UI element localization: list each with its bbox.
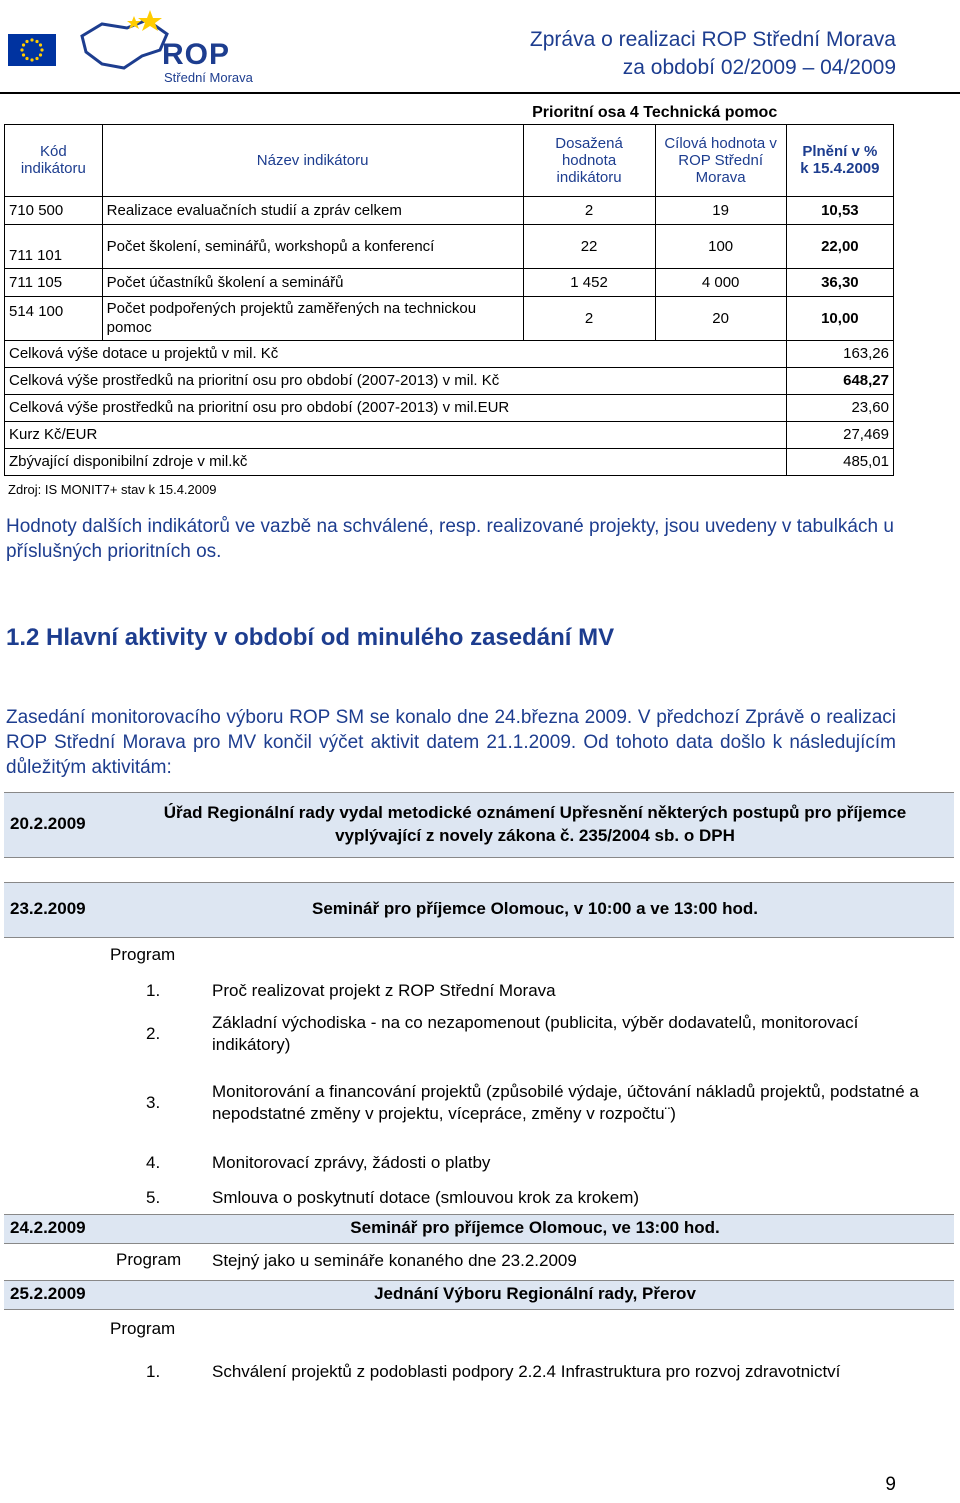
table-row [5, 224, 894, 268]
program-item-text: Základní východiska - na co nezapomenout (publicita, výběr dodavatelů, monitorovací indikátory) [212, 1013, 859, 1054]
program-item-num: 5. [146, 1188, 161, 1207]
eu-flag-icon [8, 34, 56, 66]
table-row [5, 296, 894, 340]
summary-label: Celková výše prostředků na prioritní osu pro období (2007-2013) v mil. Kč [5, 367, 787, 394]
activity-title: Seminář pro příjemce Olomouc, ve 13:00 hod. [350, 1218, 720, 1237]
table-row [5, 196, 894, 224]
program-item-num: 3. [146, 1093, 161, 1112]
logo-main: ROP [162, 38, 231, 71]
row-code: 710 500 [5, 196, 103, 224]
program-text: Stejný jako u semináře konaného dne 23.2.2009 [212, 1251, 577, 1270]
summary-value: 648,27 [786, 367, 893, 394]
col-fulfil-b: k 15.4.2009 [800, 160, 880, 177]
row-code: 711 101 [5, 224, 103, 268]
summary-row [5, 367, 894, 394]
row-pct: 36,30 [786, 268, 893, 296]
summary-row [5, 421, 894, 448]
report-period: za období 02/2009 – 04/2009 [622, 56, 896, 79]
activity-title: Jednání Výboru Regionální rady, Přerov [374, 1284, 696, 1303]
col-code-header: Kód indikátoru [5, 124, 103, 196]
section-heading: 1.2 Hlavní aktivity v období od minulého zasedání MV [6, 624, 615, 651]
row-achieved: 2 [523, 296, 655, 340]
activity-date: 25.2.2009 [10, 1284, 86, 1303]
activity-title: Seminář pro příjemce Olomouc, v 10:00 a ve 13:00 hod. [312, 899, 758, 918]
header-divider [0, 92, 960, 94]
row-name: Realizace evaluačních studií a zpráv celkem [102, 196, 523, 224]
summary-value: 485,01 [786, 448, 893, 475]
col-fulfil-header [786, 124, 893, 196]
row-achieved: 1 452 [523, 268, 655, 296]
program-item-text: Smlouva o poskytnutí dotace (smlouvou krok za krokem) [212, 1188, 640, 1207]
row-achieved: 2 [523, 196, 655, 224]
program-item-num: 2. [146, 1024, 161, 1043]
summary-label: Celková výše dotace u projektů v mil. Kč [5, 340, 787, 367]
activity-date: 23.2.2009 [10, 899, 86, 918]
row-pct: 22,00 [786, 224, 893, 268]
summary-row [5, 394, 894, 421]
row-code: 711 105 [5, 268, 103, 296]
row-code: 514 100 [5, 296, 103, 340]
row-target: 100 [655, 224, 786, 268]
col-achieved-header: Dosažená hodnota indikátoru [523, 124, 655, 196]
activity-date: 20.2.2009 [10, 814, 86, 833]
row-target: 20 [655, 296, 786, 340]
col-fulfil-a: Plnění v % [802, 143, 878, 160]
summary-label: Celková výše prostředků na prioritní osu pro období (2007-2013) v mil.EUR [5, 394, 787, 421]
program-label: Program [116, 1250, 182, 1269]
summary-row [5, 340, 894, 367]
program-item-text: Proč realizovat projekt z ROP Střední Morava [212, 981, 556, 1000]
rop-map-logo-icon [72, 6, 172, 91]
row-pct: 10,00 [786, 296, 893, 340]
col-target-header: Cílová hodnota v ROP Střední Morava [655, 124, 786, 196]
table-row [5, 268, 894, 296]
row-achieved: 22 [523, 224, 655, 268]
row-target: 4 000 [655, 268, 786, 296]
program-item-num: 4. [146, 1153, 161, 1172]
row-pct: 10,53 [786, 196, 893, 224]
summary-value: 23,60 [786, 394, 893, 421]
program-item-text: Schválení projektů z podoblasti podpory 2.2.4 Infrastruktura pro rozvoj zdravotnictví [212, 1362, 841, 1381]
summary-label: Kurz Kč/EUR [5, 421, 787, 448]
summary-value: 27,469 [786, 421, 893, 448]
summary-row [5, 448, 894, 475]
activity-date: 24.2.2009 [10, 1218, 86, 1237]
table-source: Zdroj: IS MONIT7+ stav k 15.4.2009 [8, 482, 217, 497]
program-label: Program [110, 945, 176, 964]
logo-sub: Střední Morava [164, 70, 253, 85]
row-name: Počet školení, seminářů, workshopů a konferencí [102, 224, 523, 268]
report-title: Zpráva o realizaci ROP Střední Morava [529, 28, 896, 51]
intro-paragraph: Zasedání monitorovacího výboru ROP SM se konalo dne 24.března 2009. V předchozí Zprávě o realizaci ROP Střední Morava pro MV končil výčet aktivit datem 21.1.2009. Od tohoto data došlo k následujícím důležitým aktivitám: [6, 707, 896, 778]
program-item-num: 1. [146, 1362, 161, 1381]
row-name: Počet podpořených projektů zaměřených na technickou pomoc [102, 296, 523, 340]
program-item-num: 1. [146, 981, 161, 1000]
activity-title: Úřad Regionální rady vydal metodické oznámení Upřesnění některých postupů pro příjemce vyplývající z novely zákona č. 235/2004 sb. o DPH [163, 803, 907, 845]
section-title: Prioritní osa 4 Technická pomoc [532, 103, 778, 121]
col-name-header: Název indikátoru [102, 124, 523, 196]
indicator-table [4, 102, 894, 476]
indicator-note: Hodnoty dalších indikátorů ve vazbě na schválené, resp. realizované projekty, jsou uvedeny v tabulkách u příslušných prioritních os. [6, 516, 894, 562]
summary-value: 163,26 [786, 340, 893, 367]
program-item-text: Monitorovací zprávy, žádosti o platby [212, 1153, 491, 1172]
program-label: Program [110, 1319, 176, 1338]
program-item-text: Monitorování a financování projektů (způsobilé výdaje, účtování nákladů projektů, podstatné a nepodstatné změny v projektu, vícepráce, změny v rozpočtu¨) [212, 1082, 919, 1123]
page-number: 9 [885, 1474, 896, 1495]
summary-label: Zbývající disponibilní zdroje v mil.kč [5, 448, 787, 475]
row-name: Počet účastníků školení a seminářů [102, 268, 523, 296]
row-target: 19 [655, 196, 786, 224]
